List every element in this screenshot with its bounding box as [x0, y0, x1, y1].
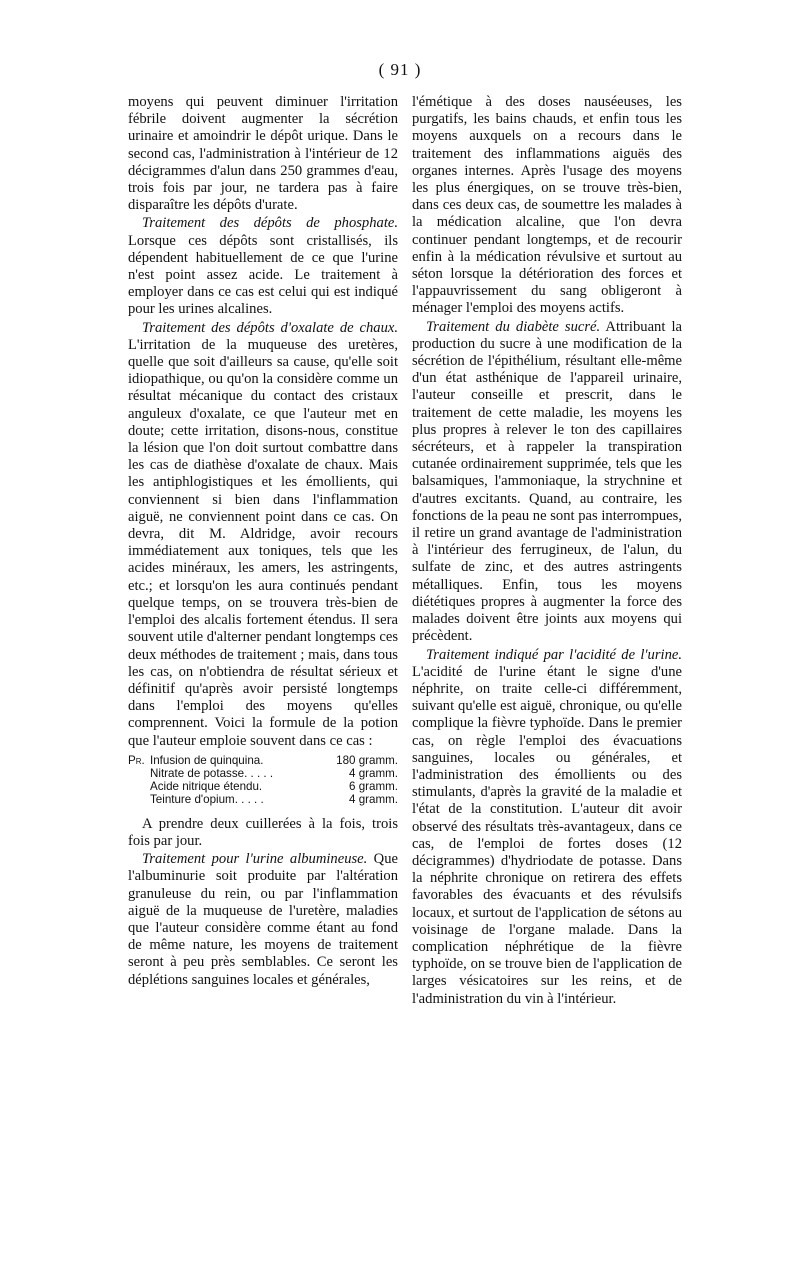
formula-ingredient: Nitrate de potasse. . . . . — [150, 766, 274, 780]
paragraph-text: Attribuant la production du sucre à une modification de la sécrétion de l'épithélium, résultant elle-même d'un état asthénique de l'appareil urinaire, l'auteur conseille et prescrit, dans le traitement de cette maladie, les moyens les plus propres à relever le ton des capillaires sécréteurs, et à rappeler la transpiration cutanée ordinairement supprimée, tels que les balsamiques, l'ammoniaque, la strychnine et d'autres excitants. Quand, au contraire, les fonctions de la peau ne sont pas interrompues, il retire un grand avantage de l'administration à l'intérieur des ferrugineux, de l'alun, du sulfate de zinc, et des autres astringents métalliques. Enfin, tous les moyens diététiques propres à augmenter la force des malades doivent être joints aux moyens qui précèdent. — [412, 318, 682, 645]
formula-ingredient: Acide nitrique étendu. — [150, 779, 263, 793]
formula-prefix: Pr. — [128, 753, 145, 767]
paragraph — [128, 320, 398, 750]
right-column — [412, 94, 682, 1009]
paragraph — [128, 215, 398, 318]
formula-quantity: 180 gramm. — [336, 753, 398, 767]
section-heading: Traitement des dépôts d'oxalate de chaux. — [142, 319, 398, 336]
formula-ingredient: Teinture d'opium. . . . . — [150, 792, 264, 806]
paragraph: A prendre deux cuillerées à la fois, trois fois par jour. — [128, 815, 398, 849]
section-heading: Traitement des dépôts de phosphate. — [142, 215, 398, 232]
formula-table — [128, 754, 398, 806]
formula-quantity: 6 gramm. — [349, 779, 398, 793]
paragraph-text: Lorsque ces dépôts sont cristallisés, ils dépendent habituellement de ce que l'urine n'est point assez acide. Le traitement à employer dans ce cas est celui qui est indiqué pour les urines alcalines. — [128, 232, 398, 318]
formula-row — [128, 780, 398, 793]
left-column — [128, 94, 398, 990]
formula-row — [128, 767, 398, 780]
paragraph — [128, 851, 398, 989]
paragraph-text: L'acidité de l'urine étant le signe d'une néphrite, on traite celle-ci différemment, suivant qu'elle est aiguë, chronique, ou qu'elle complique la fièvre typhoïde. Dans le premier cas, on règle l'emploi des évacuations sanguines, locales ou générales, et l'administration des émollients ou des stimulants, d'après la gravité de la maladie et l'état de la constitution. L'auteur dit avoir observé des résultats très-avantageux, dans ce cas, de l'emploi de fortes doses (12 décigrammes) d'hydriodate de potasse. Dans la néphrite chronique on retirera des effets favorables des évacuants et des révulsifs locaux, et surtout de l'application de sétons au voisinage de l'organe malade. Dans la complication néphrétique de la fièvre typhoïde, on se trouve bien de l'application de larges vésicatoires sur les reins, et de l'administration du vin à l'intérieur. — [412, 663, 682, 1007]
formula-row — [128, 793, 398, 806]
paragraph — [412, 647, 682, 1008]
formula-ingredient: Infusion de quinquina. — [150, 753, 264, 767]
paragraph: moyens qui peuvent diminuer l'irritation fébrile doivent augmenter la sécrétion urinaire et amoindrir le dépôt urique. Dans le second cas, l'administration à l'intérieur de 12 décigrammes d'alun dans 250 grammes d'eau, trois fois par jour, ne tardera pas à faire disparaître les dépôts d'urate. — [128, 94, 398, 214]
page-number: ( 91 ) — [378, 60, 422, 79]
paragraph — [412, 319, 682, 646]
paragraph-text: Que l'albuminurie soit produite par l'altération granuleuse du rein, ou par l'inflammation aiguë de la muqueuse de l'uretère, maladies que l'auteur considère comme étant au fond de même nature, les moyens de traitement seront à peu près semblables. Ce seront les déplétions sanguines locales et générales, — [128, 851, 398, 988]
section-heading: Traitement pour l'urine albumineuse. — [142, 851, 368, 868]
formula-row — [128, 754, 398, 767]
paragraph-text: L'irritation de la muqueuse des uretères, quelle que soit d'ailleurs sa cause, qu'elle soit idiopathique, ou qu'on la considère comme un résultat mécanique du contact des cristaux anguleux d'oxalate, ce que l'auteur met en doute; cette irritation, disons-nous, constitue la lésion que l'on doit surtout combattre dans les cas de diathèse d'oxalate de chaux. Mais les antiphlogistiques et les émollients, qui conviennent si bien dans l'inflammation aiguë, ne conviennent point dans ce cas. On devra, dit M. Aldridge, avoir recours immédiatement aux toniques, tels que les acides minéraux, les amers, les astringents, etc.; et lorsqu'on les aura continués pendant quelque temps, on se trouvera très-bien de l'emploi des alcalis fortement étendus. Il sera souvent utile d'alterner pendant longtemps ces deux méthodes de traitement ; mais, dans tous les cas, on n'obtiendra de résultat sérieux et définitif qu'après avoir persisté longtemps dans l'emploi des moyens qu'elles comprennent. Voici la formule de la potion que l'auteur emploie souvent dans ce cas : — [128, 336, 398, 749]
formula-quantity: 4 gramm. — [349, 792, 398, 806]
paragraph: l'émétique à des doses nauséeuses, les purgatifs, les bains chauds, et enfin tous les moyens auxquels on a recours dans le traitement des inflammations aiguës des organes internes. Après l'usage des moyens les plus énergiques, on se trouve très-bien, dans ces deux cas, de soumettre les malades à la médication alcaline, que l'on devra continuer pendant longtemps, et de recourir enfin à la médication révulsive et surtout au séton lorsque la détérioration des forces et l'appauvrissement du sang obligeront à ménager l'emploi des moyens actifs. — [412, 94, 682, 317]
formula-quantity: 4 gramm. — [349, 766, 398, 780]
section-heading: Traitement indiqué par l'acidité de l'urine. — [426, 646, 682, 663]
section-heading: Traitement du diabète sucré. — [426, 318, 601, 335]
